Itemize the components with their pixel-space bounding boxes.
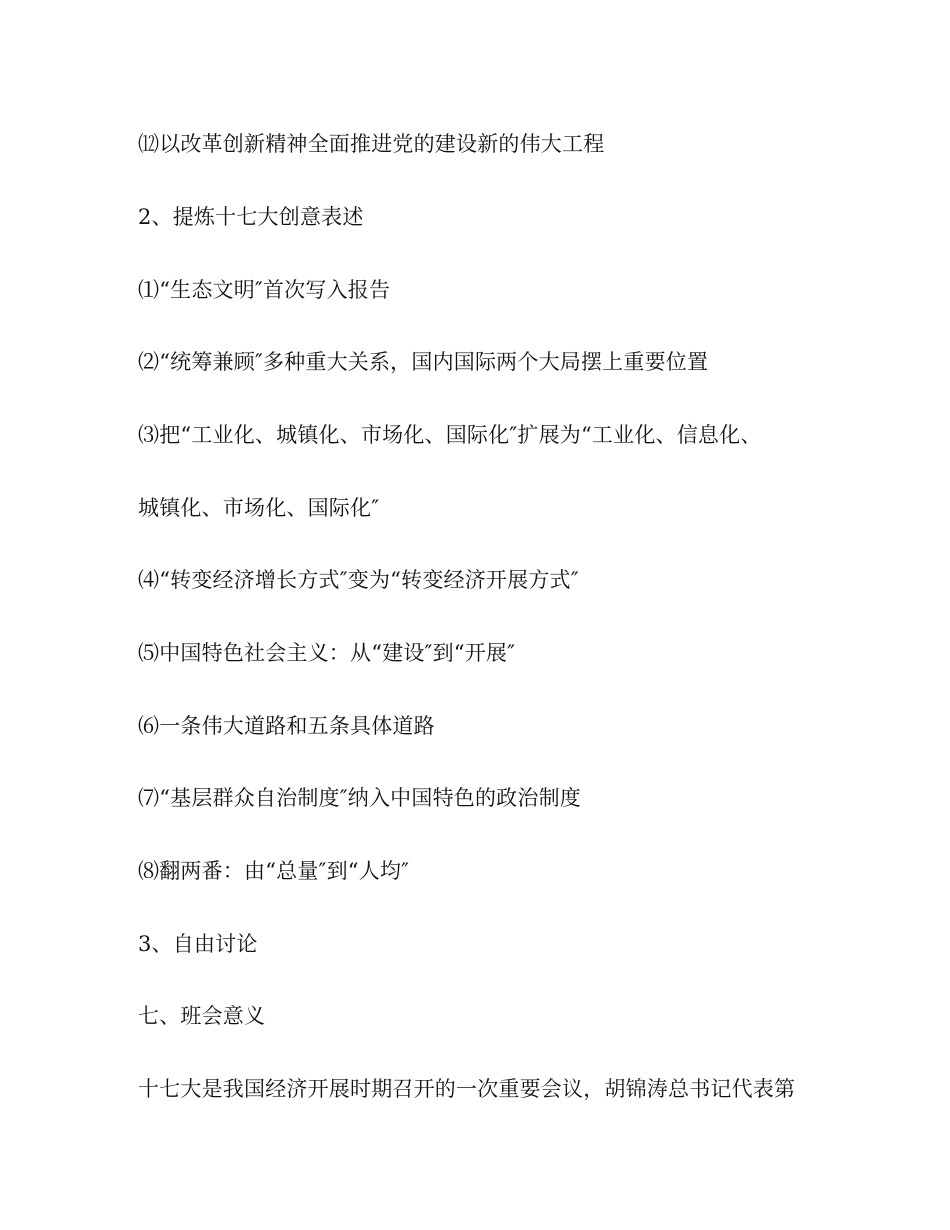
text-line-item-7: ⑺“基层群众自治制度″纳入中国特色的政治制度 (138, 786, 581, 810)
text-line-item-4: ⑷“转变经济增长方式″变为“转变经济开展方式″ (138, 568, 579, 592)
text-line-section-3-heading: 3、自由讨论 (138, 932, 258, 956)
text-line-section-2-heading: 2、提炼十七大创意表述 (138, 205, 364, 229)
text-line-item-2: ⑵“统筹兼顾″多种重大关系，国内国际两个大局摆上重要位置 (138, 350, 709, 374)
text-line-item-1: ⑴“生态文明″首次写入报告 (138, 278, 391, 302)
text-line-section-7-heading: 七、班会意义 (138, 1004, 266, 1028)
text-line-paragraph: 十七大是我国经济开展时期召开的一次重要会议，胡锦涛总书记代表第 (138, 1077, 796, 1101)
text-line-item-3: ⑶把“工业化、城镇化、市场化、国际化″扩展为“工业化、信息化、 (138, 423, 762, 447)
text-line-item-6: ⑹一条伟大道路和五条具体道路 (138, 714, 435, 738)
text-line-item-5: ⑸中国特色社会主义：从“建设″到“开展″ (138, 641, 516, 665)
text-line-item-8: ⑻翻两番：由“总量″到“人均″ (138, 859, 410, 883)
text-line-item-12: ⑿以改革创新精神全面推进党的建设新的伟大工程 (138, 132, 605, 156)
text-line-item-3-continued: 城镇化、市场化、国际化″ (138, 496, 380, 520)
